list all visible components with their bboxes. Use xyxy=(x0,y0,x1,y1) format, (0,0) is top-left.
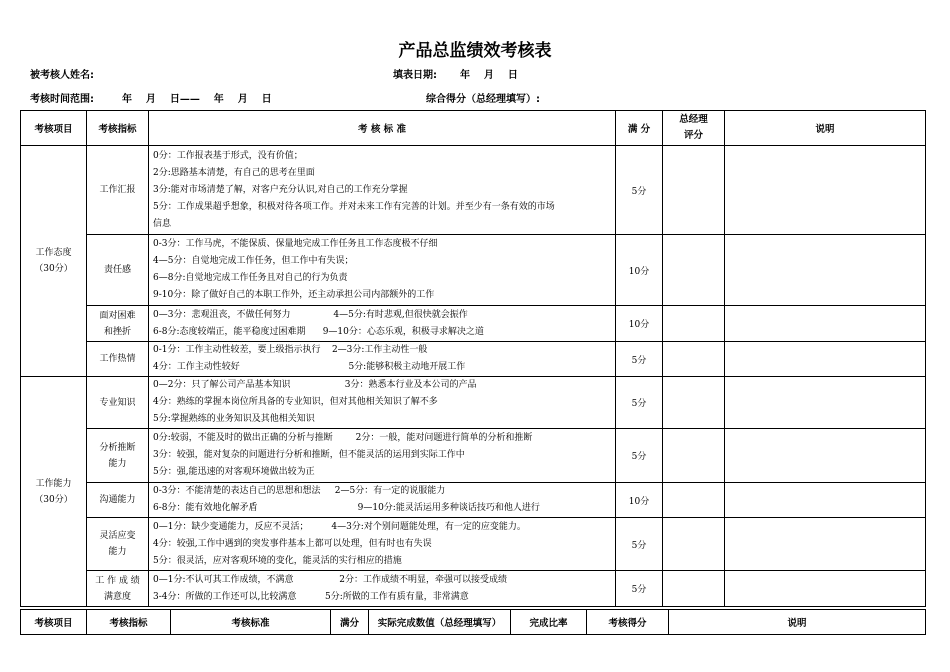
full-score-cell: 5分 xyxy=(616,377,663,429)
standard-line: 0-1分：工作主动性较差，要上级指示执行 2—3分:工作主动性一般 xyxy=(153,345,428,355)
period-label: 考核时间范围: xyxy=(30,94,94,105)
indicator-cell xyxy=(87,235,149,306)
table-row xyxy=(21,377,926,429)
indicator-cell xyxy=(87,377,149,429)
standard-line: 2分:思路基本清楚，有自己的思考在里面 xyxy=(153,167,315,178)
indicator-cell xyxy=(87,483,149,518)
standard-line: 5分：强,能迅速的对客观环境做出较为正 xyxy=(153,467,315,477)
bottom-header-row xyxy=(21,610,926,635)
full-score-cell: 5分 xyxy=(616,146,663,235)
full-score-cell: 5分 xyxy=(616,571,663,607)
standard-cell xyxy=(149,429,616,483)
note-cell[interactable] xyxy=(725,377,926,429)
standard-line: 0-3分：工作马虎，不能保质、保量地完成工作任务且工作态度极不仔细 xyxy=(153,239,438,249)
indicator-label: 分析推断 xyxy=(99,442,136,453)
table-row xyxy=(21,571,926,607)
standard-line: 0—3分：悲观沮丧，不做任何努力 4—5分:有时悲观,但很快就会振作 xyxy=(153,309,468,320)
note-cell[interactable] xyxy=(725,235,926,306)
full-score-cell: 5分 xyxy=(616,429,663,483)
table-row xyxy=(21,429,926,483)
header-indicator: 考核指标 xyxy=(87,111,149,146)
note-cell[interactable] xyxy=(725,146,926,235)
date-label: 填表日期: xyxy=(393,70,437,81)
standard-cell xyxy=(149,235,616,306)
standard-line: 4分：熟练的掌握本岗位所具备的专业知识，但对其他相关知识了解不多 xyxy=(153,397,438,407)
header-gm-score-line2: 评分 xyxy=(683,130,703,141)
header-item: 考核项目 xyxy=(21,111,87,146)
note-cell[interactable] xyxy=(725,342,926,377)
gm-score-cell[interactable] xyxy=(663,342,725,377)
full-score-cell: 5分 xyxy=(616,518,663,571)
group-cell xyxy=(21,146,87,377)
standard-line: 0分：工作报表基于形式，没有价值； xyxy=(153,150,303,161)
standard-cell xyxy=(149,146,616,235)
gm-score-cell[interactable] xyxy=(663,429,725,483)
gm-score-cell[interactable] xyxy=(663,306,725,342)
indicator-cell xyxy=(87,571,149,607)
header-gm-score-line1: 总经理 xyxy=(679,114,708,125)
full-score-cell: 10分 xyxy=(616,483,663,518)
bottom-header-score: 考核得分 xyxy=(587,610,669,635)
group-cell xyxy=(21,377,87,607)
group-points: （30分） xyxy=(34,494,73,505)
table-header-row xyxy=(21,111,926,146)
standard-line: 3-4分：所做的工作还可以,比较满意 5分:所做的工作有质有量，非常满意 xyxy=(153,591,469,602)
gm-score-cell[interactable] xyxy=(663,518,725,571)
standard-line: 4分：较强,工作中遇到的突发事件基本上都可以处理，但有时也有失误 xyxy=(153,538,432,549)
full-score-cell: 10分 xyxy=(616,235,663,306)
standard-line: 信息 xyxy=(153,218,172,229)
standard-cell xyxy=(149,342,616,377)
indicator-cell xyxy=(87,342,149,377)
standard-cell xyxy=(149,518,616,571)
header-note: 说明 xyxy=(725,111,926,146)
note-cell[interactable] xyxy=(725,429,926,483)
standard-cell xyxy=(149,306,616,342)
standard-line: 0分:较弱，不能及时的做出正确的分析与推断 2分：一般，能对问题进行简单的分析和推断 xyxy=(153,433,533,443)
standard-line: 9-10分：除了做好自己的本职工作外，还主动承担公司内部额外的工作 xyxy=(153,290,435,300)
page-title: 产品总监绩效考核表 xyxy=(398,41,552,61)
header-gm-score xyxy=(663,111,725,146)
standard-line: 0-3分：不能清楚的表达自己的思想和想法 2—5分：有一定的说服能力 xyxy=(153,486,446,496)
gm-score-cell[interactable] xyxy=(663,571,725,607)
indicator-label: 面对困难 xyxy=(99,310,136,321)
table-row xyxy=(21,306,926,342)
table-row xyxy=(21,342,926,377)
standard-cell xyxy=(149,571,616,607)
full-score-cell: 5分 xyxy=(616,342,663,377)
standard-line: 5分：很灵活，应对客观环境的变化，能灵活的实行相应的措施 xyxy=(153,555,402,566)
table-row xyxy=(21,518,926,571)
header-full-score: 满 分 xyxy=(616,111,663,146)
date-value: 年 月 日 xyxy=(460,70,518,81)
indicator-cell xyxy=(87,306,149,342)
bottom-header-standard: 考核标准 xyxy=(171,610,331,635)
indicator-label: 责任感 xyxy=(103,265,131,275)
note-cell[interactable] xyxy=(725,306,926,342)
bottom-header-actual: 实际完成数值（总经理填写） xyxy=(369,610,511,635)
bottom-header-item: 考核项目 xyxy=(21,610,87,635)
indicator-label: 满意度 xyxy=(103,591,131,602)
standard-line: 6-8分：能有效地化解矛盾 9—10分:能灵活运用多种谈话技巧和他人进行 xyxy=(153,503,540,513)
header-standard: 考 核 标 准 xyxy=(149,111,616,146)
gm-score-cell[interactable] xyxy=(663,235,725,306)
standard-line: 4分：工作主动性较好 5分:能够积极主动地开展工作 xyxy=(153,362,466,372)
bottom-header-full: 满分 xyxy=(331,610,369,635)
indicator-label: 能力 xyxy=(108,547,127,557)
table-row xyxy=(21,235,926,306)
name-label: 被考核人姓名: xyxy=(30,70,94,81)
standard-line: 0—1分：缺少变通能力，反应不灵活； 4—3分:对个别问题能处理，有一定的应变能力。 xyxy=(153,521,526,532)
indicator-label: 和挫折 xyxy=(103,326,131,337)
full-score-cell: 10分 xyxy=(616,306,663,342)
group-label: 工作能力 xyxy=(35,478,72,489)
bottom-header-indicator: 考核指标 xyxy=(87,610,171,635)
standard-line: 3分：较强，能对复杂的问题进行分析和推断，但不能灵活的运用到实际工作中 xyxy=(153,450,465,460)
standard-line: 5分：工作成果超乎想象，积极对待各项工作。并对未来工作有完善的计划。并至少有一条有效的市场 xyxy=(153,201,555,212)
note-cell[interactable] xyxy=(725,518,926,571)
total-score-label: 综合得分（总经理填写）: xyxy=(426,94,540,105)
gm-score-cell[interactable] xyxy=(663,483,725,518)
evaluation-table xyxy=(20,110,926,607)
standard-cell xyxy=(149,377,616,429)
indicator-label: 工作汇报 xyxy=(99,185,136,195)
indicator-label: 专业知识 xyxy=(99,397,136,408)
group-points: （30分） xyxy=(34,264,73,274)
indicator-cell xyxy=(87,146,149,235)
note-cell[interactable] xyxy=(725,571,926,607)
standard-line: 6—8分:自觉地完成工作任务且对自己的行为负责 xyxy=(153,273,348,283)
standard-line: 6-8分:态度较端正，能平稳度过困难期 9—10分：心态乐观，积极寻求解决之道 xyxy=(153,326,484,337)
standard-line: 5分:掌握熟练的业务知识及其他相关知识 xyxy=(153,414,315,424)
period-value: 年 月 日—— 年 月 日 xyxy=(122,94,272,105)
note-cell[interactable] xyxy=(725,483,926,518)
bottom-header-note: 说明 xyxy=(669,610,926,635)
indicator-cell xyxy=(87,518,149,571)
standard-line: 0—2分：只了解公司产品基本知识 3分：熟悉本行业及本公司的产品 xyxy=(153,380,477,390)
bottom-header-table xyxy=(20,609,926,635)
standard-line: 4—5分：自觉地完成工作任务，但工作中有失误； xyxy=(153,256,354,266)
standard-line: 0—1分:不认可其工作成绩，不满意 2分：工作成绩不明显，牵强可以接受成绩 xyxy=(153,574,507,585)
gm-score-cell[interactable] xyxy=(663,377,725,429)
table-row xyxy=(21,146,926,235)
indicator-label: 工作热情 xyxy=(99,354,136,364)
standard-line: 3分:能对市场清楚了解，对客户充分认识,对自己的工作充分掌握 xyxy=(153,184,408,195)
group-label: 工作态度 xyxy=(35,248,72,258)
bottom-header-ratio: 完成比率 xyxy=(511,610,587,635)
indicator-label: 灵活应变 xyxy=(99,531,136,541)
indicator-cell xyxy=(87,429,149,483)
table-row xyxy=(21,483,926,518)
indicator-label: 工 作 成 绩 xyxy=(95,575,140,586)
standard-cell xyxy=(149,483,616,518)
indicator-label: 沟通能力 xyxy=(99,495,136,505)
indicator-label: 能力 xyxy=(108,458,127,469)
gm-score-cell[interactable] xyxy=(663,146,725,235)
